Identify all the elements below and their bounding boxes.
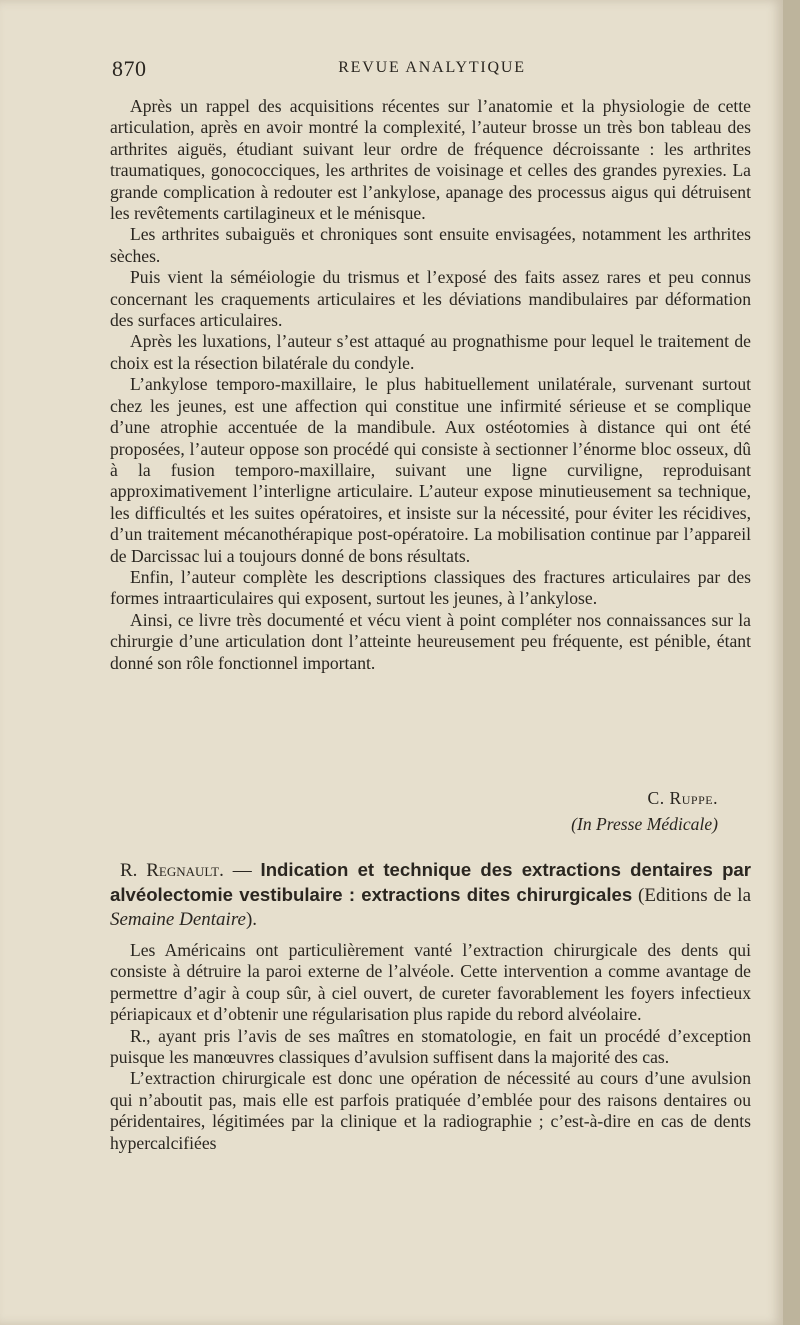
paragraph: Puis vient la séméiologie du trismus et l’exposé des faits assez rares et peu connus concernant les craquements articulaires et les déviations mandibulaires par déformation des surfaces articulaires. [110,267,751,331]
page-edge [783,0,800,1325]
reviewer-signature: C. Ruppe. [647,788,718,808]
review-2-title: Indication et technique des extractions dentaires par alvéolectomie vestibulaire : extractions dites chirurgicales [110,859,752,905]
paragraph: L’extraction chirurgicale est donc une opération de nécessité au cours d’une avulsion qui n’aboutit pas, mais elle est parfois pratiquée d’emblée pour des raisons dentaires ou péridentaires, légitimées par la clinique et la radiographie ; c’est-à-dire en cas de dents hypercalcifiées [110,1068,751,1153]
paragraph: Enfin, l’auteur complète les descriptions classiques des fractures articulaires par des formes intraarticulaires qui exposent, surtout les jeunes, à l’ankylose. [110,566,751,609]
review-2-heading [110,858,751,932]
edition-suffix: ). [245,909,258,930]
review-1-signature-block [110,785,718,837]
paragraph: L’ankylose temporo-maxillaire, le plus habituellement unilatérale, survenant surtout chez les jeunes, est une affection qui constitue une infirmité sérieuse et se complique d’une atrophie accentuée de la mandibule. Aux ostéotomies à distance qui ont été proposées, l’auteur oppose son procédé qui consiste à sectionner l’énorme bloc osseux, dû à la fusion temporo-maxillaire, suivant une ligne curviligne, reproduisant approximativement l’interligne articulaire. L’auteur expose minutieusement sa technique, les difficultés et les suites opératoires, et insiste sur la nécessité, pour éviter les récidives, d’un traitement mécanothérapique post-opératoire. La mobilisation continue par l’appareil de Darcissac lui a toujours donné de bons résultats. [110,374,751,566]
paragraph: Après les luxations, l’auteur s’est attaqué au prognathisme pour lequel le traitement de choix est la résection bilatérale du condyle. [110,331,751,373]
page-number: 870 [112,56,147,81]
paragraph: Les Américains ont particulièrement vanté l’extraction chirurgicale des dents qui consiste à détruire la paroi externe de l’alvéole. Cette intervention a comme avantage de permettre d’agir à coup sûr, à ciel ouvert, de cureter favorablement les foyers infectieux périapicaux et d’obtenir une régularisation plus rapide du rebord alvéolaire. [110,940,751,1025]
page-header [112,56,752,82]
heading-dash: — [223,860,261,881]
edition-prefix: (Editions de la [632,885,752,906]
paragraph: R., ayant pris l’avis de ses maîtres en stomatologie, en fait un procédé d’exception puisque les manœuvres classiques d’avulsion suffisent dans la majorité des cas. [110,1025,751,1068]
paragraph: Après un rappel des acquisitions récentes sur l’anatomie et la physiologie de cette articulation, après en avoir montré la complexité, l’auteur brosse un très bon tableau des arthrites aiguës, étudiant suivant leur ordre de fréquence décroissante : les arthrites traumatiques, gonococciques, les arthrites de voisinage et celles des grandes pyrexies. La grande complication à redouter est l’ankylose, apanage des processus aigus qui détruisent les revêtements cartilagineux et le ménisque. [110,96,751,224]
review-2-author: R. Regnault. [120,860,224,881]
review-source: (In Presse Médicale) [571,814,718,834]
review-2-body [110,940,751,1154]
paragraph: Ainsi, ce livre très documenté et vécu vient à point compléter nos connaissances sur la chirurgie d’une articulation dont l’atteinte heureusement peu fréquente, est pénible, étant donné son rôle fonctionnel important. [110,609,751,673]
review-1-body [110,96,751,674]
running-head: REVUE ANALYTIQUE [338,59,526,76]
edition-name: Semaine Dentaire [110,909,246,930]
paragraph: Les arthrites subaiguës et chroniques sont ensuite envisagées, notamment les arthrites sèches. [110,224,751,266]
